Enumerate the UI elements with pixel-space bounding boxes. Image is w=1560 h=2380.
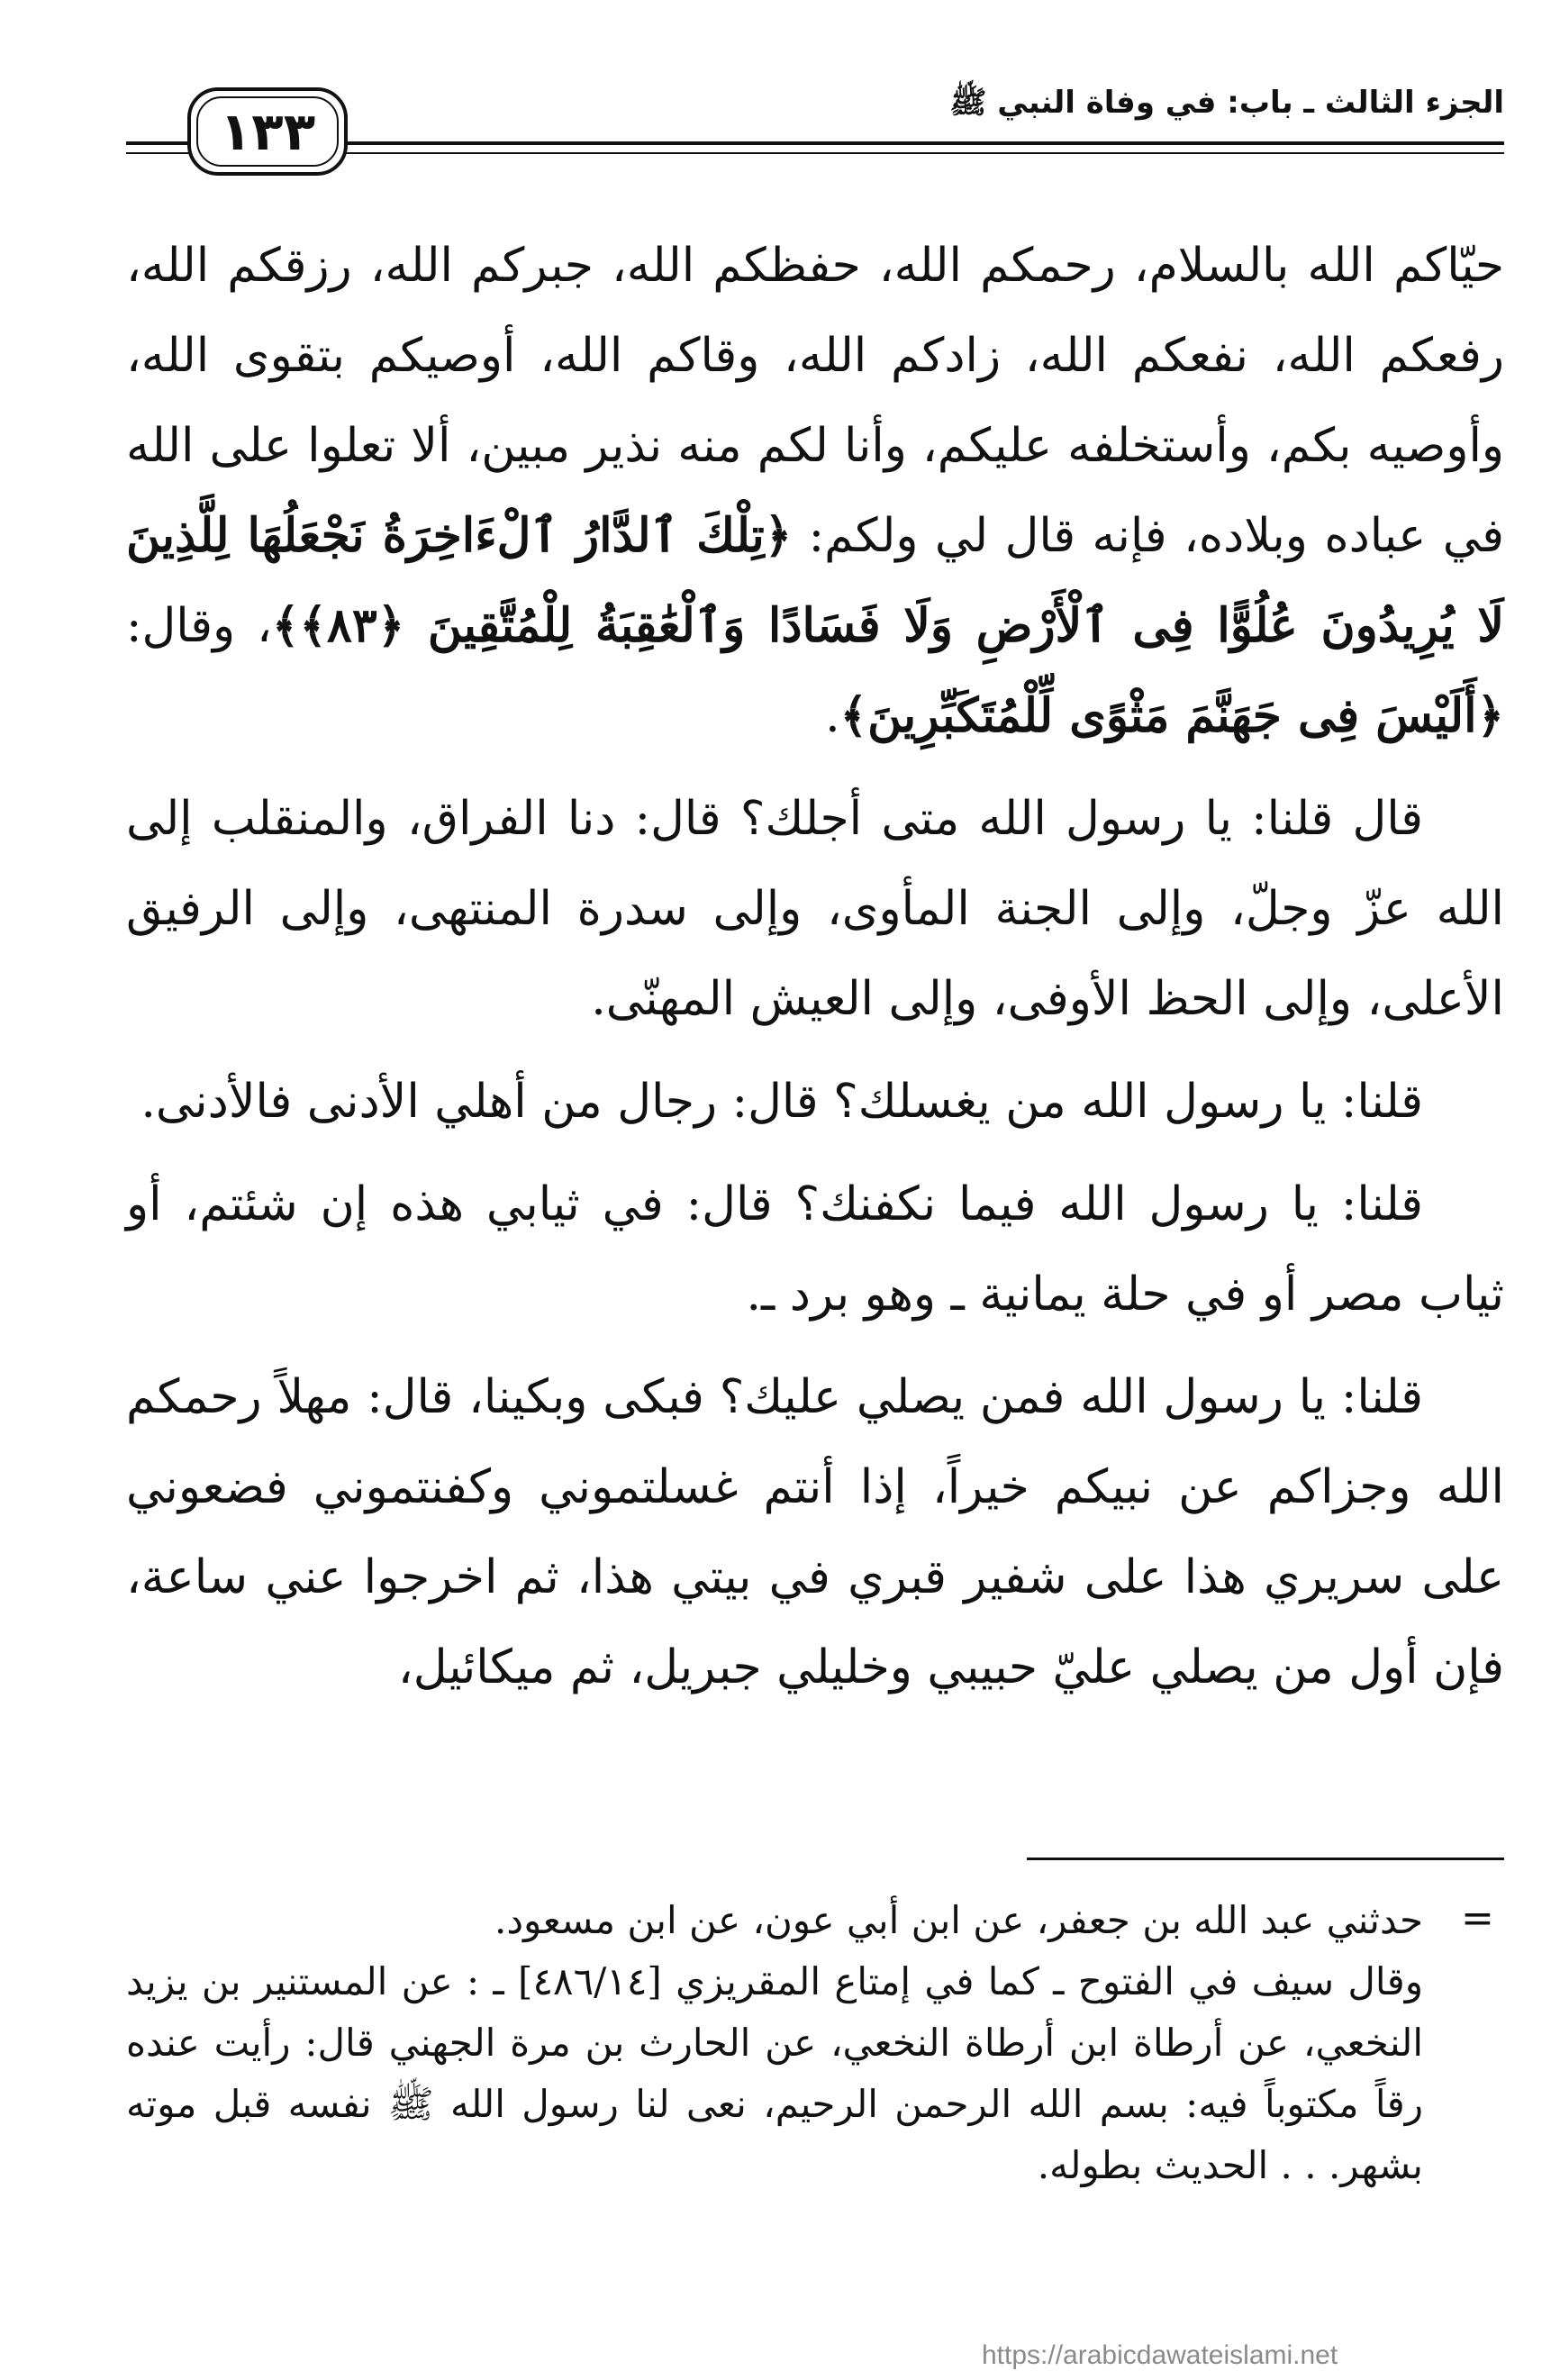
paragraph-1	[126, 221, 1504, 761]
page-header	[126, 77, 1504, 176]
footnotes	[126, 1890, 1423, 2196]
page-number: ١٣٣	[219, 101, 316, 162]
paragraph-5: قلنا: يا رسول الله فمن يصلي عليك؟ فبكى وبكينا، قال: مهلاً رحمكم الله وجزاكم عن نبيكم خيراً، إذا أنتم غسلتموني وكفنتموني فضعوني على سريري هذا على شفير قبري في بيتي هذا، ثم اخرجوا عني ساعة، فإن أول من يصلي عليّ حبيبي وخليلي جبريل، ثم ميكائيل،	[126, 1370, 1504, 1694]
paragraph-1-connector: ، وقال:	[126, 599, 272, 653]
footnote-line-1: حدثني عبد الله بن جعفر، عن ابن أبي عون، عن ابن مسعود.	[494, 1898, 1423, 1942]
paragraph-1-end: .	[825, 689, 840, 743]
paragraph-4: قلنا: يا رسول الله فيما نكفنك؟ قال: في ثيابي هذه إن شئتم، أو ثياب مصر أو في حلة يمانية ـ وهو برد ـ.	[126, 1177, 1504, 1322]
paragraph-1-text: حيّاكم الله بالسلام، رحمكم الله، حفظكم الله، جبركم الله، رزقكم الله، رفعكم الله، نفعكم الله، زادكم الله، وقاكم الله، أوصيكم بتقوى الله، وأوصيه بكم، وأستخلفه عليكم، وأنا لكم منه نذير مبين، ألا تعلوا على الله في عباده وبلاده، فإنه قال لي ولكم:	[126, 239, 1504, 563]
page-number-frame	[187, 87, 348, 176]
paragraph-3: قلنا: يا رسول الله من يغسلك؟ قال: رجال من أهلي الأدنى فالأدنى.	[141, 1075, 1423, 1129]
watermark-url: https://arabicdawateislami.net	[982, 2340, 1338, 2370]
main-text	[126, 221, 1504, 1712]
running-title: الجزء الثالث ـ باب: في وفاة النبي ﷺ	[949, 85, 1504, 121]
footnote-paragraph-2: وقال سيف في الفتوح ـ كما في إمتاع المقريزي [٤٨٦/١٤] ـ : عن المستنير بن يزيد النخعي، عن أرطاة ابن أرطاة النخعي، عن الحارث بن مرة الجهني قال: رأيت عنده رقاً مكتوباً فيه: بسم الله الرحمن الرحيم، نعى لنا رسول الله ﷺ نفسه قبل موته بشهر. . . الحديث بطوله.	[126, 1959, 1423, 2187]
quran-verse-2: ﴿أَلَيْسَ فِى جَهَنَّمَ مَثْوًى لِّلْمُتَكَبِّرِينَ﴾	[839, 688, 1504, 743]
quran-verse-1: ﴿تِلْكَ ٱلدَّارُ ٱلْءَاخِرَةُ نَجْعَلُهَا لِلَّذِينَ لَا يُرِيدُونَ عُلُوًّا فِى ٱلْأَرْضِ وَلَا فَسَادًا وَٱلْعَٰقِبَةُ لِلْمُتَّقِينَ ﴿٨٣﴾﴾	[126, 508, 1504, 653]
footnote-separator	[1027, 1858, 1504, 1860]
footnote-continuation-mark: =	[1461, 1895, 1494, 1941]
paragraph-2: قال قلنا: يا رسول الله متى أجلك؟ قال: دنا الفراق، والمنقلب إلى الله عزّ وجلّ، وإلى الجنة المأوى، وإلى سدرة المنتهى، وإلى الرفيق الأعلى، وإلى الحظ الأوفى، وإلى العيش المهنّى.	[126, 792, 1504, 1026]
